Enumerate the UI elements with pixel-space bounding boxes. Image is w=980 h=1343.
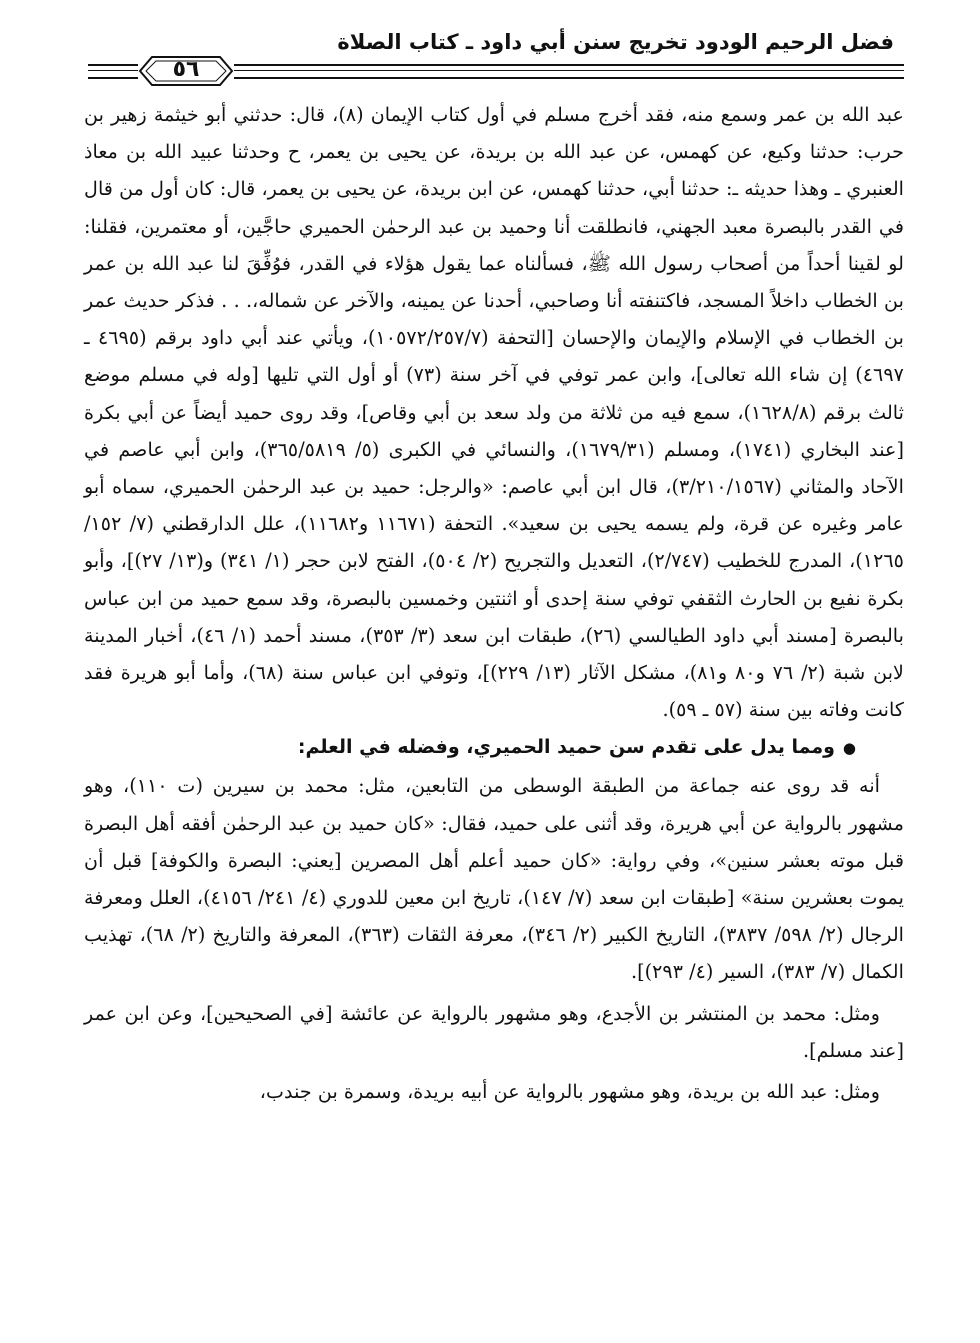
section-heading-text: ومما يدل على تقدم سن حميد الحميري، وفضله في العلم: — [297, 736, 835, 759]
main-text — [84, 96, 904, 1110]
paragraph-3: ومثل: محمد بن المنتشر بن الأجدع، وهو مشهور بالرواية عن عائشة [في الصحيحين]، وعن ابن عمر [عند مسلم]. — [84, 1001, 904, 1062]
header-title: فضل الرحيم الودود تخريج سنن أبي داود ـ كتاب الصلاة — [337, 30, 894, 54]
section-heading — [84, 728, 904, 767]
paragraph-1: عبد الله بن عمر وسمع منه، فقد أخرج مسلم في أول كتاب الإيمان (٨)، قال: حدثني أبو خيثمة زهير بن حرب: حدثنا وكيع، عن كهمس، عن عبد الله بن بريدة، عن يحيى بن يعمر، ح وحدثنا عبيد الله بن معاذ العنبري ـ وهذا حديثه ـ: حدثنا أبي، حدثنا كهمس، عن ابن بريدة، عن يحيى بن يعمر، قال: كان أول من قال في القدر بالبصرة معبد الجهني، فانطلقت أنا وحميد بن عبد الرحمٰن الحميري حاجَّين، أو معتمرين، فقلنا: لو لقينا أحداً من أصحاب رسول الله ﷺ، فسألناه عما يقول هؤلاء في القدر، فوُفِّقَ لنا عبد الله بن عمر بن الخطاب داخلاً المسجد، فاكتنفته أنا وصاحبي، أحدنا عن يمينه، والآخر عن شماله،. . . فذكر حديث عمر بن الخطاب في الإسلام والإيمان والإحسان [التحفة (١٠٥٧٢/٢٥٧/٧)، ويأتي عند أبي داود برقم (٤٦٩٥ ـ ٤٦٩٧) إن شاء الله تعالى]، وابن عمر توفي في آخر سنة (٧٣) أو أول التي تليها [وله في مسلم موضع ثالث برقم (١٦٢٨/٨)، سمع فيه من ثلاثة من ولد سعد بن أبي وقاص]، وقد روى حميد أيضاً عن أبي بكرة [عند البخاري (١٧٤١)، ومسلم (١٦٧٩/٣١)، والنسائي في الكبرى (٥/ ٣٦٥/٥٨١٩)، وابن أبي عاصم في الآحاد والمثاني (٣/٢١٠/١٥٦٧)، قال ابن أبي عاصم: «والرجل: حميد بن عبد الرحمٰن الحميري، سماه أبو عامر وغيره عن قرة، ولم يسمه يحيى بن سعيد». التحفة (١١٦٧١ و١١٦٨٢)، علل الدارقطني (٧/ ١٥٢/ ١٢٦٥)، المدرج للخطيب (٢/٧٤٧)، التعديل والتجريح (٢/ ٥٠٤)، الفتح لابن حجر (١/ ٣٤١) و(١٣/ ٢٧)]، وأبو بكرة نفيع بن الحارث الثقفي توفي سنة إحدى أو اثنتين وخمسين بالبصرة، وقد سمع حميد من ابن عباس بالبصرة [مسند أبي داود الطيالسي (٢٦)، طبقات ابن سعد (٣/ ٣٥٣)، مسند أحمد (١/ ٤٦)، أخبار المدينة لابن شبة (٢/ ٧٦ و٨٠ و٨١)، مشكل الآثار (١٣/ ٢٢٩)]، وتوفي ابن عباس سنة (٦٨)، وأما أبو هريرة فقد كانت وفاته بين سنة (٥٧ ـ ٥٩). — [84, 103, 905, 722]
paragraph-2: أنه قد روى عنه جماعة من الطبقة الوسطى من التابعين، مثل: محمد بن سيرين (ت ١١٠)، وهو مشهور بالرواية عن أبي هريرة، وقد أثنى على حميد، فقال: «كان حميد بن عبد الرحمٰن أفقه أهل البصرة قبل موته بعشر سنين»، وفي رواية: «كان حميد أعلم أهل المصرين [يعني: البصرة والكوفة] قبل أن يموت بعشرين سنة» [طبقات ابن سعد (٧/ ١٤٧)، تاريخ ابن معين للدوري (٤/ ٢٤١/ ٤١٥٦)، العلل ومعرفة الرجال (٢/ ٥٩٨/ ٣٨٣٧)، التاريخ الكبير (٢/ ٣٤٦)، معرفة الثقات (٣٦٣)، المعرفة والتاريخ (٢/ ٦٨)، تهذيب الكمال (٧/ ٣٨٣)، السير (٤/ ٢٩٣)]. — [84, 774, 904, 984]
drop-bullet-icon: ● — [842, 739, 856, 758]
paragraph-4: ومثل: عبد الله بن بريدة، وهو مشهور بالرواية عن أبيه بريدة، وسمرة بن جندب، — [259, 1080, 880, 1104]
page-number: ٥٦ — [172, 57, 200, 82]
page-number-badge — [138, 54, 234, 88]
